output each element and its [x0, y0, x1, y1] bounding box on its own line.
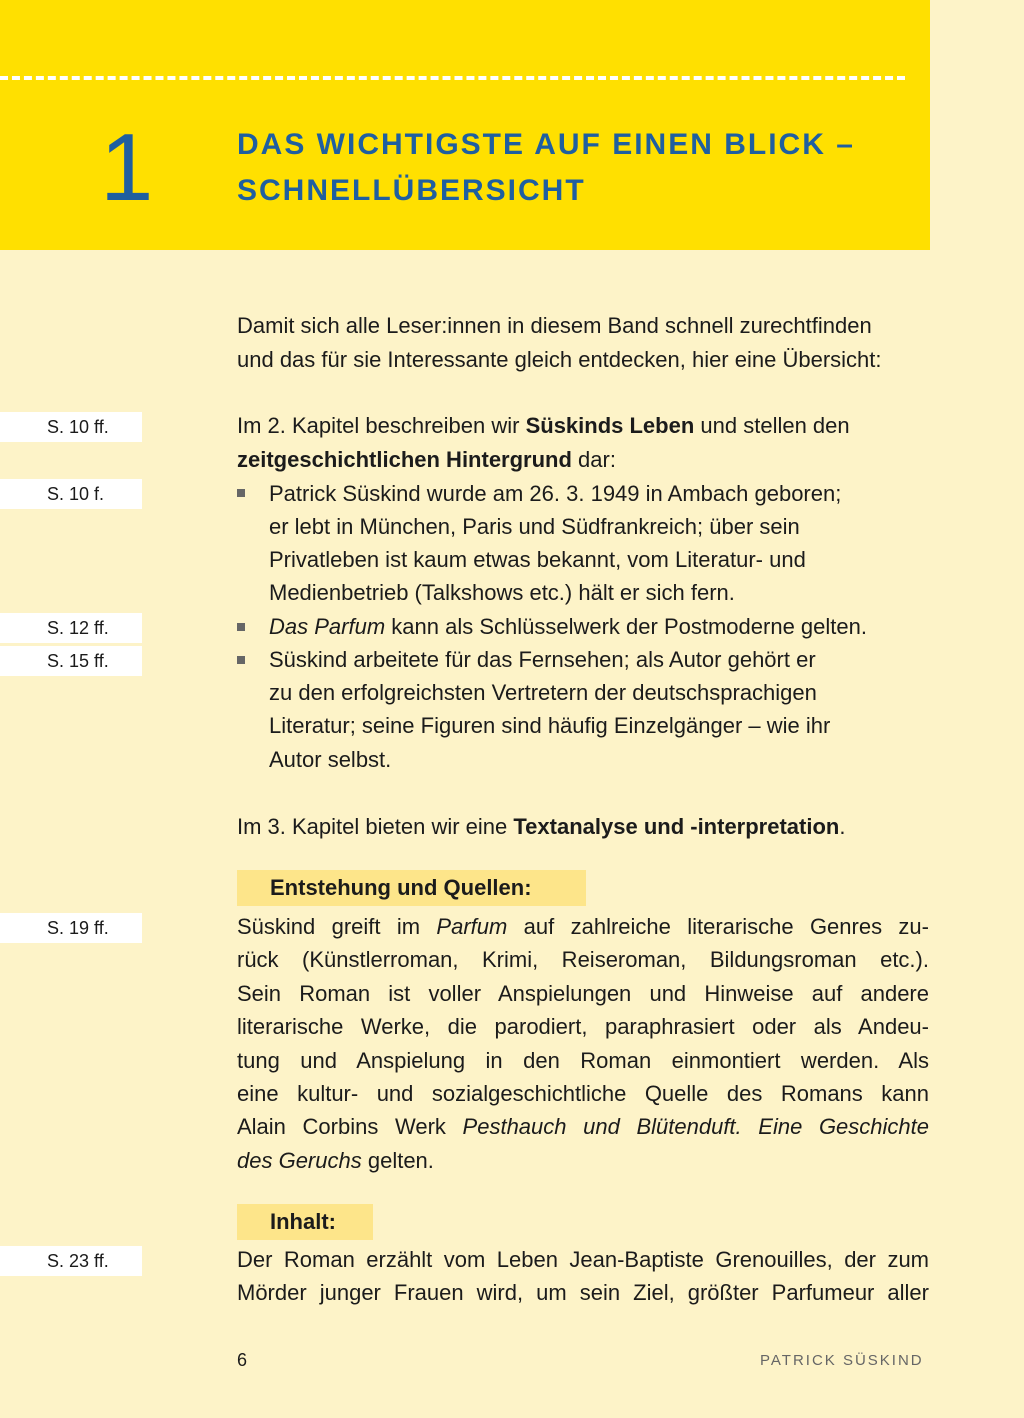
section-heading: Inhalt: — [237, 1204, 373, 1240]
running-head: PATRICK SÜSKIND — [760, 1352, 924, 1369]
body-line: literarische Werke, die parodiert, paraphrasiert oder als Andeu- — [237, 1014, 929, 1039]
bullet-marker — [237, 656, 245, 664]
intro-line: und das für sie Interessante gleich entdecken, hier eine Übersicht: — [237, 347, 882, 372]
bullet-line: Literatur; seine Figuren sind häufig Einzelgänger – wie ihr — [269, 713, 831, 738]
bullet-line: Patrick Süskind wurde am 26. 3. 1949 in Ambach geboren; — [269, 481, 842, 506]
chapter-title-line-1: DAS WICHTIGSTE AUF EINEN BLICK – — [237, 128, 855, 161]
bullet-line: Autor selbst. — [269, 747, 392, 772]
section-heading: Entstehung und Quellen: — [237, 870, 586, 906]
margin-ref-label: S. 10 ff. — [47, 417, 109, 437]
body-line: Mörder junger Frauen wird, um sein Ziel, größter Parfumeur aller — [237, 1280, 929, 1305]
bullet-marker — [237, 489, 245, 497]
dashed-divider — [0, 76, 905, 80]
chapter-header — [0, 0, 930, 250]
bullet-line: Süskind arbeitete für das Fernsehen; als Autor gehört er — [269, 647, 816, 672]
margin-ref-label: S. 19 ff. — [47, 918, 109, 938]
margin-ref-label: S. 15 ff. — [47, 651, 109, 671]
chapter2-intro-line: zeitgeschichtlichen Hintergrund dar: — [237, 447, 616, 472]
bullet-line: Das Parfum kann als Schlüsselwerk der Postmoderne gelten. — [269, 614, 867, 639]
margin-ref-label: S. 12 ff. — [47, 618, 109, 638]
margin-ref-label: S. 10 f. — [47, 484, 105, 504]
margin-ref-tab — [0, 1246, 142, 1276]
chapter-number: 1 — [100, 114, 154, 221]
body-line: Süskind greift im Parfum auf zahlreiche literarische Genres zu- — [237, 914, 929, 939]
bullet-line: Medienbetrieb (Talkshows etc.) hält er sich fern. — [269, 580, 735, 605]
intro-line: Damit sich alle Leser:innen in diesem Band schnell zurechtfinden — [237, 313, 872, 338]
bullet-marker — [237, 623, 245, 631]
body-line: Der Roman erzählt vom Leben Jean-Baptiste Grenouilles, der zum — [237, 1247, 929, 1272]
margin-ref-tab — [0, 479, 142, 509]
body-line: des Geruchs gelten. — [237, 1148, 434, 1173]
chapter3-line: Im 3. Kapitel bieten wir eine Textanalyse und -interpretation. — [237, 814, 846, 839]
chapter2-intro-line: Im 2. Kapitel beschreiben wir Süskinds Leben und stellen den — [237, 413, 850, 438]
body-line: eine kultur- und sozialgeschichtliche Quelle des Romans kann — [237, 1081, 929, 1106]
margin-ref-label: S. 23 ff. — [47, 1251, 109, 1271]
bullet-line: zu den erfolgreichsten Vertretern der deutschsprachigen — [269, 680, 817, 705]
margin-ref-tab — [0, 646, 142, 676]
body-line: rück (Künstlerroman, Krimi, Reiseroman, Bildungsroman etc.). — [237, 947, 929, 972]
margin-ref-tab — [0, 412, 142, 442]
margin-ref-tab — [0, 913, 142, 943]
body-line: Alain Corbins Werk Pesthauch und Blütenduft. Eine Geschichte — [237, 1114, 929, 1139]
body-line: Sein Roman ist voller Anspielungen und Hinweise auf andere — [237, 981, 929, 1006]
bullet-line: Privatleben ist kaum etwas bekannt, vom Literatur- und — [269, 547, 806, 572]
page-number: 6 — [237, 1350, 248, 1370]
margin-ref-tab — [0, 613, 142, 643]
bullet-line: er lebt in München, Paris und Südfrankreich; über sein — [269, 514, 800, 539]
body-line: tung und Anspielung in den Roman einmontiert werden. Als — [237, 1048, 929, 1073]
chapter-title-line-2: SCHNELLÜBERSICHT — [237, 174, 586, 207]
